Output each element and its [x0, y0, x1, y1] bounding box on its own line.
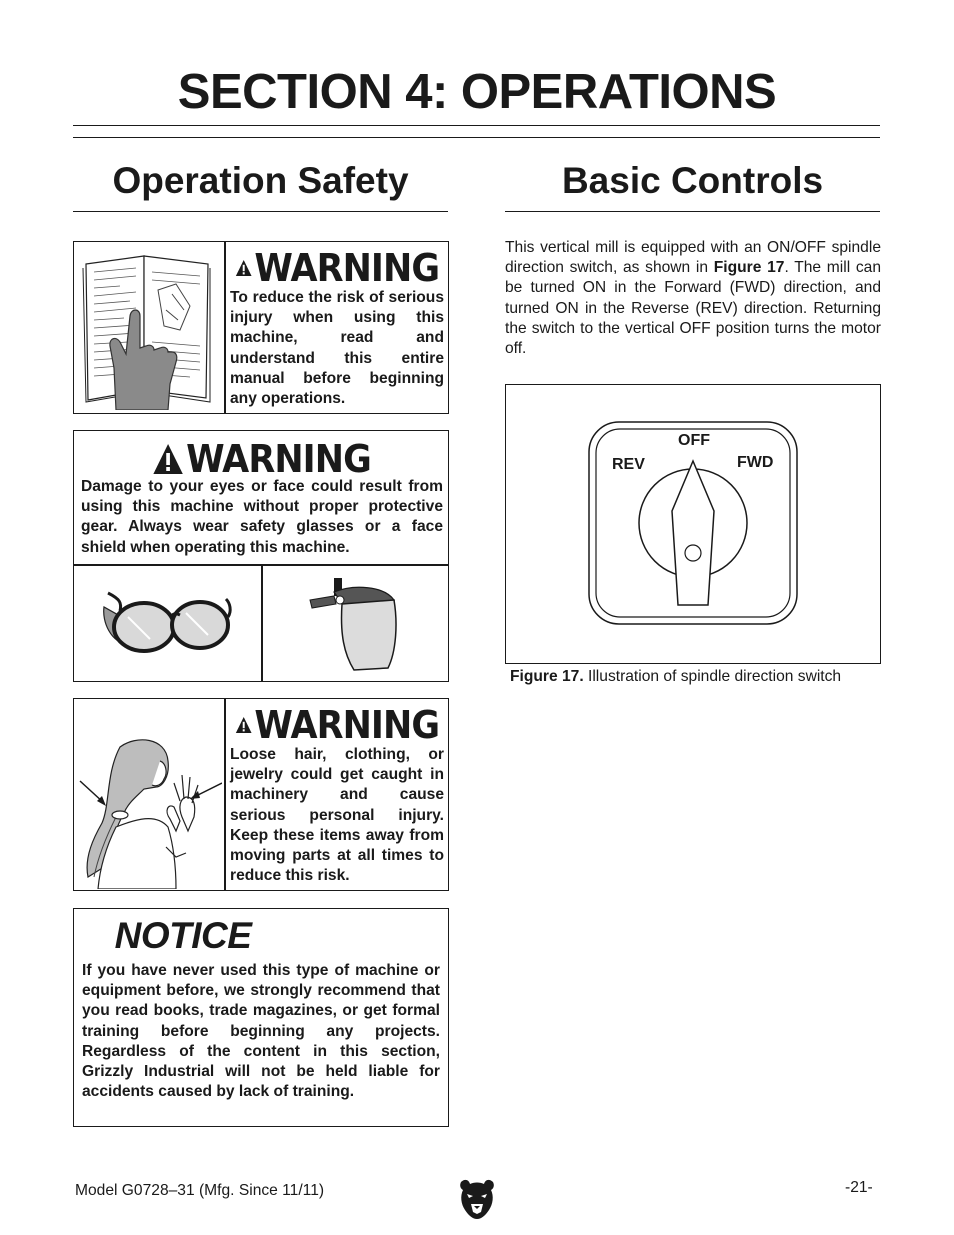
spindle-direction-switch-illustration: [586, 419, 800, 627]
figure-17-frame: [505, 384, 881, 664]
warning-eye-box: [73, 430, 449, 682]
warning-1-text: To reduce the risk of serious injury when using this machine, read and understand this entire manual before beginning any operations.: [230, 289, 444, 408]
warning-triangle-icon: [151, 442, 184, 476]
switch-fwd-label: FWD: [737, 454, 774, 471]
footer-page-number: -21-: [845, 1179, 873, 1196]
section-rule-bottom: [73, 137, 880, 138]
switch-rev-label: REV: [612, 456, 645, 473]
grizzly-bear-logo: [457, 1178, 497, 1220]
warning-3-text: Loose hair, clothing, or jewelry could get caught in machinery and cause serious personal injury. Keep these items away from moving parts at all times to reduce this risk.: [230, 746, 444, 885]
warning-triangle-icon: [235, 708, 253, 742]
figure-reference: Figure 17: [713, 259, 785, 277]
basic-controls-paragraph: This vertical mill is equipped with an ON/OFF spindle direction switch, as shown in Figure 17. The mill can be turned ON in the Forward (FWD) direction, and turned ON in the Reverse (REV) direction. Returning the switch to the vertical OFF position turns the motor off.: [505, 239, 882, 358]
section-rule-top: [73, 125, 880, 126]
warning-triangle-icon: [235, 251, 253, 285]
footer-model: Model G0728–31 (Mfg. Since 11/11): [75, 1182, 325, 1199]
reading-manual-illustration: [80, 250, 220, 410]
operation-safety-heading: Operation Safety: [112, 160, 409, 201]
warning-2-heading: WARNING: [89, 435, 433, 483]
basic-controls-heading: Basic Controls: [561, 160, 824, 201]
warning-2-text: Damage to your eyes or face could result from using this machine without proper protective gear. Always wear safety glasses or a face shield when operating this machine.: [81, 478, 443, 556]
face-shield-illustration: [304, 574, 404, 674]
safety-glasses-illustration: [100, 581, 236, 671]
warning-3-heading: WARNING: [235, 703, 439, 747]
warning-loose-clothing-box: [73, 698, 449, 891]
basic-controls-rule: [505, 211, 880, 212]
notice-box: [73, 908, 449, 1127]
operation-safety-rule: [73, 211, 448, 212]
warning-1-heading: WARNING: [235, 246, 439, 290]
switch-off-label: OFF: [678, 432, 710, 449]
notice-text: If you have never used this type of machine or equipment before, we strongly recommend that you read books, trade magazines, or get formal training before beginning any projects. Regardless of the content in this section, Grizzly Industrial will not be held liable for accidents caused by lack of training.: [82, 962, 440, 1101]
notice-heading: NOTICE: [114, 915, 252, 956]
section-title: SECTION 4: OPERATIONS: [177, 65, 777, 119]
warning-manual-box: [73, 241, 449, 414]
figure-17-caption: Figure 17. Illustration of spindle direction switch: [510, 668, 842, 685]
long-hair-person-illustration: [76, 727, 222, 889]
